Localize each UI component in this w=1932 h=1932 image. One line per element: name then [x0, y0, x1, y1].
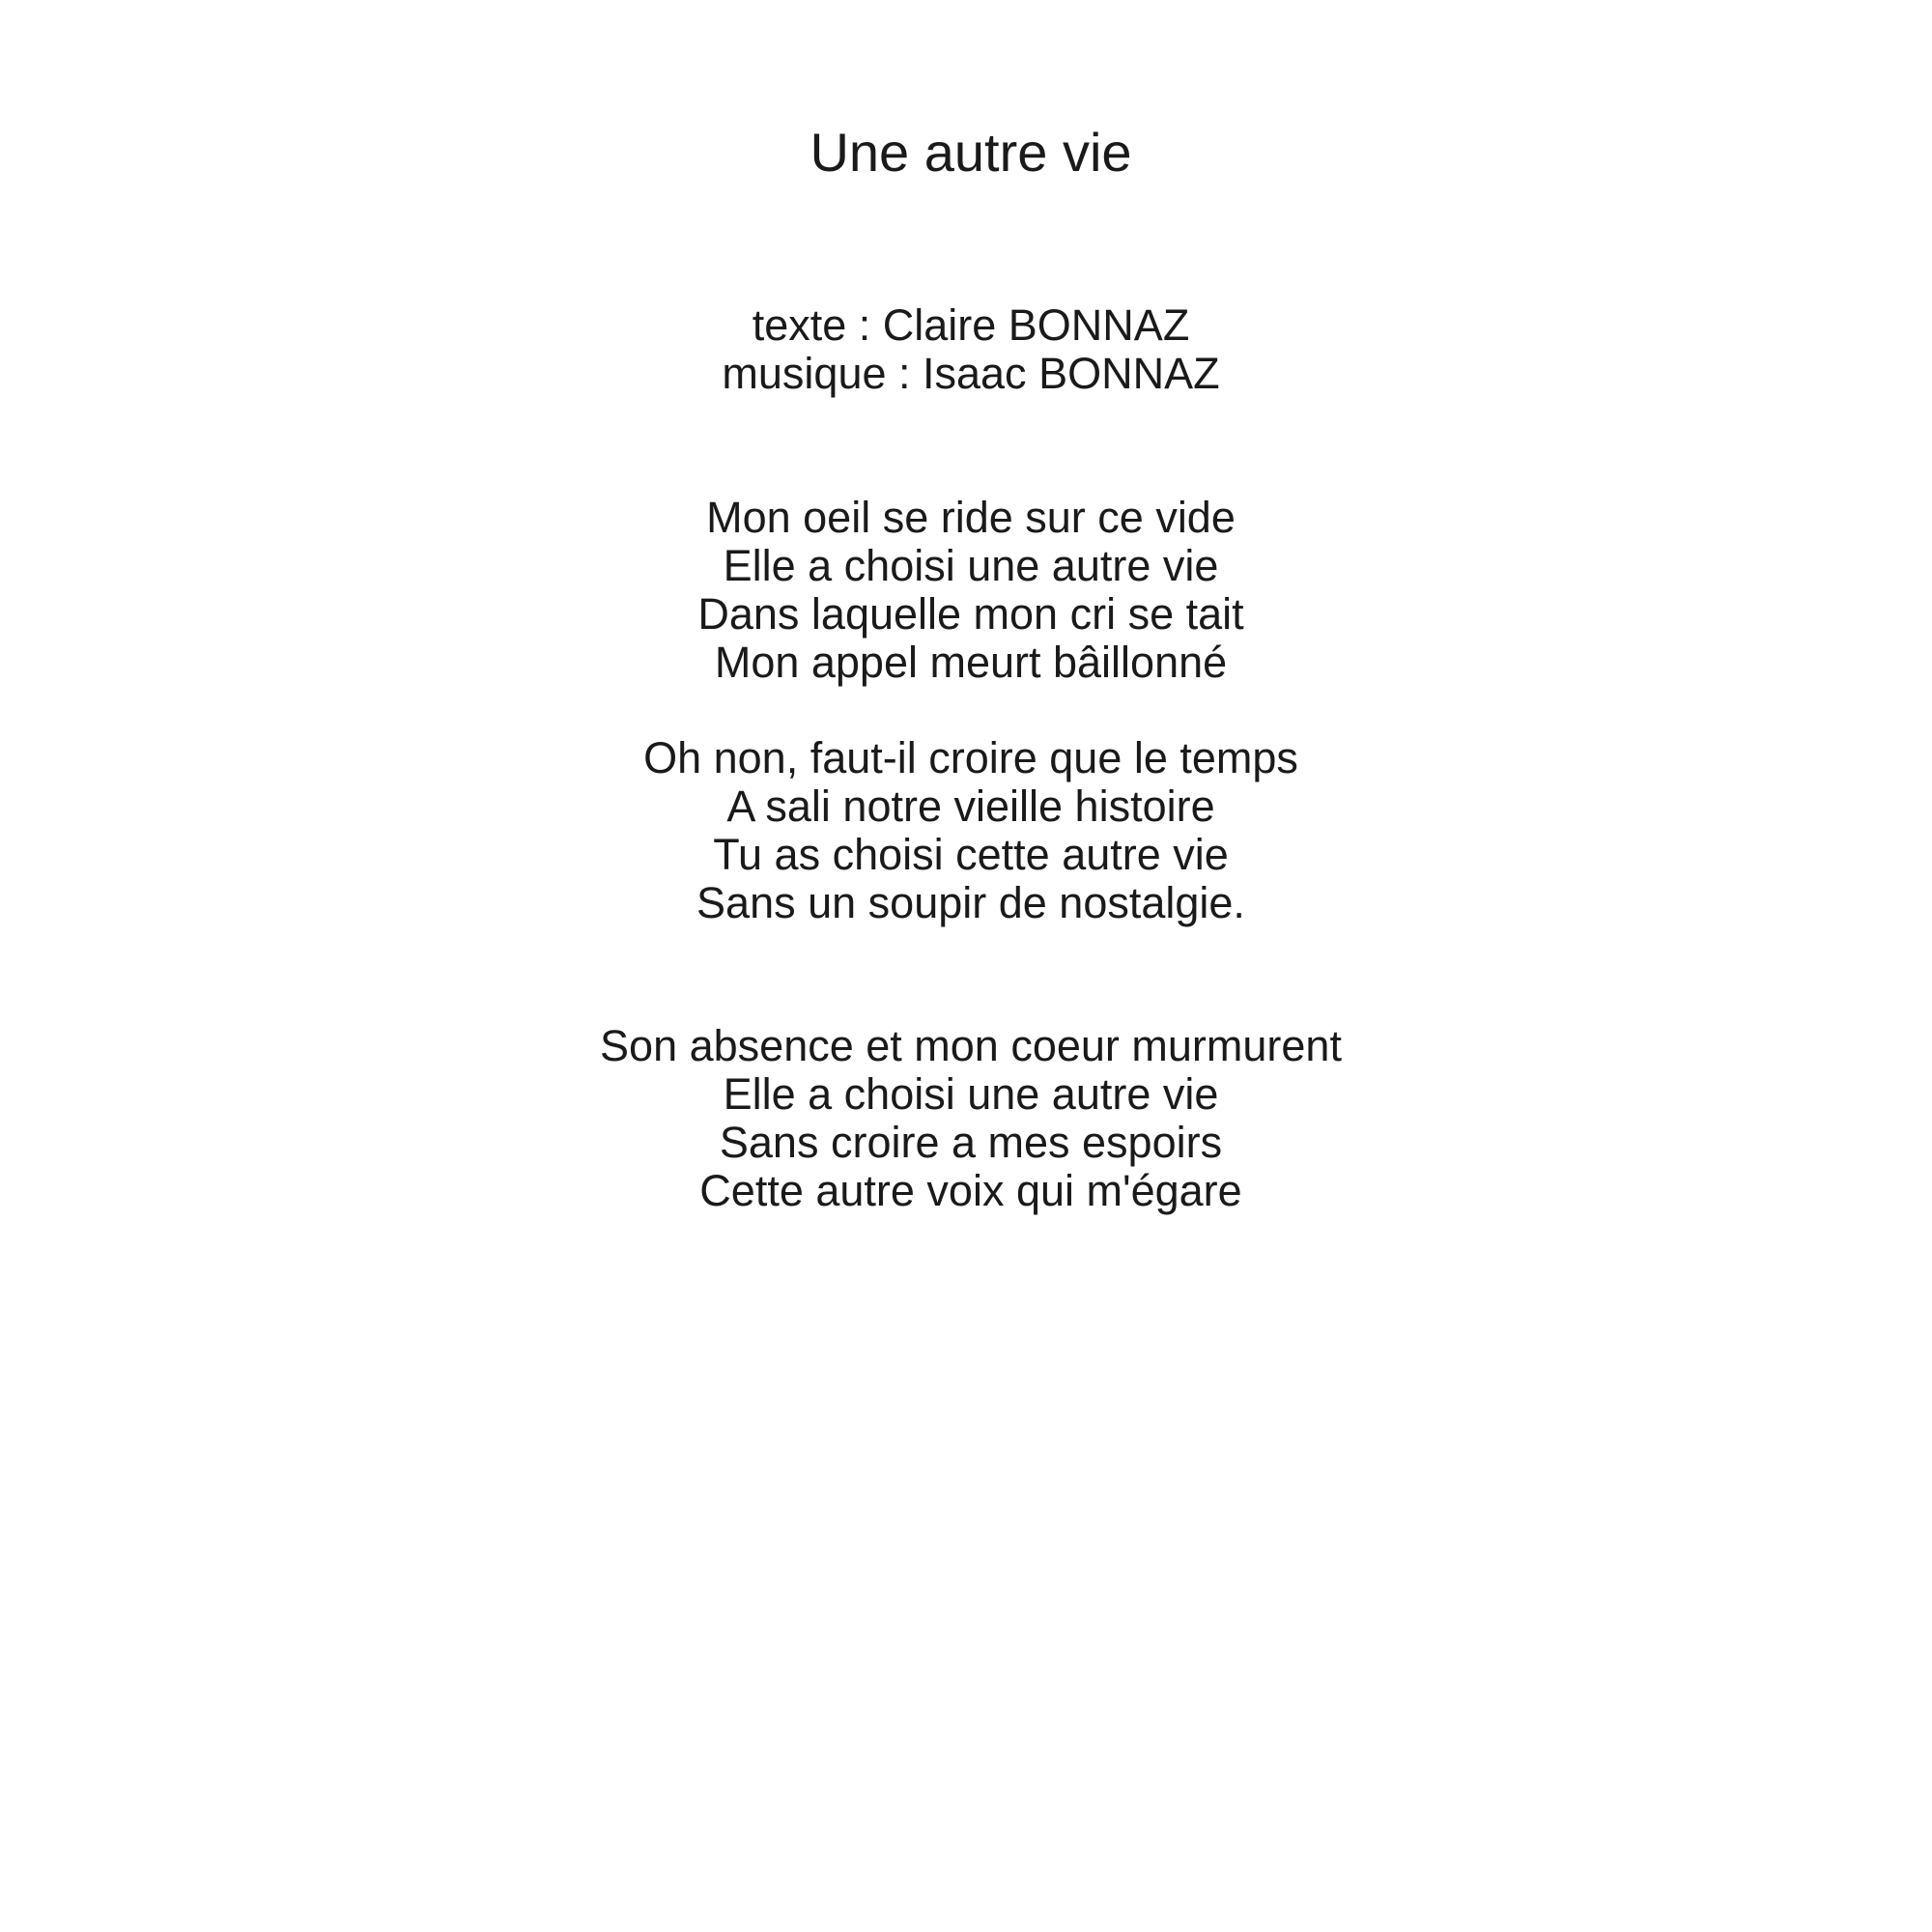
stanza-2 — [0, 734, 1932, 927]
lyric-line: Sans un soupir de nostalgie. — [696, 878, 1245, 927]
lyric-line: Tu as choisi cette autre vie — [713, 830, 1229, 879]
lyric-line: Mon appel meurt bâillonné — [714, 638, 1228, 687]
lyric-line: Elle a choisi une autre vie — [723, 541, 1219, 590]
stanza-1 — [0, 494, 1932, 687]
lyric-line: Sans croire a mes espoirs — [719, 1118, 1223, 1167]
credits-block — [0, 301, 1932, 398]
lyric-line: Cette autre voix qui m'égare — [699, 1166, 1242, 1215]
stanza-3 — [0, 1022, 1932, 1215]
lyrics-author-credit: texte : Claire BONNAZ — [752, 300, 1190, 350]
music-composer-credit: musique : Isaac BONNAZ — [722, 349, 1220, 398]
song-title: Une autre vie — [810, 122, 1132, 183]
lyric-line: Dans laquelle mon cri se tait — [697, 589, 1244, 639]
lyric-line: Son absence et mon coeur murmurent — [600, 1021, 1342, 1070]
lyric-line: Mon oeil se ride sur ce vide — [706, 493, 1236, 542]
lyric-line: A sali notre vieille histoire — [726, 781, 1215, 831]
lyric-line: Elle a choisi une autre vie — [723, 1069, 1219, 1119]
lyric-line: Oh non, faut-il croire que le temps — [643, 733, 1298, 782]
